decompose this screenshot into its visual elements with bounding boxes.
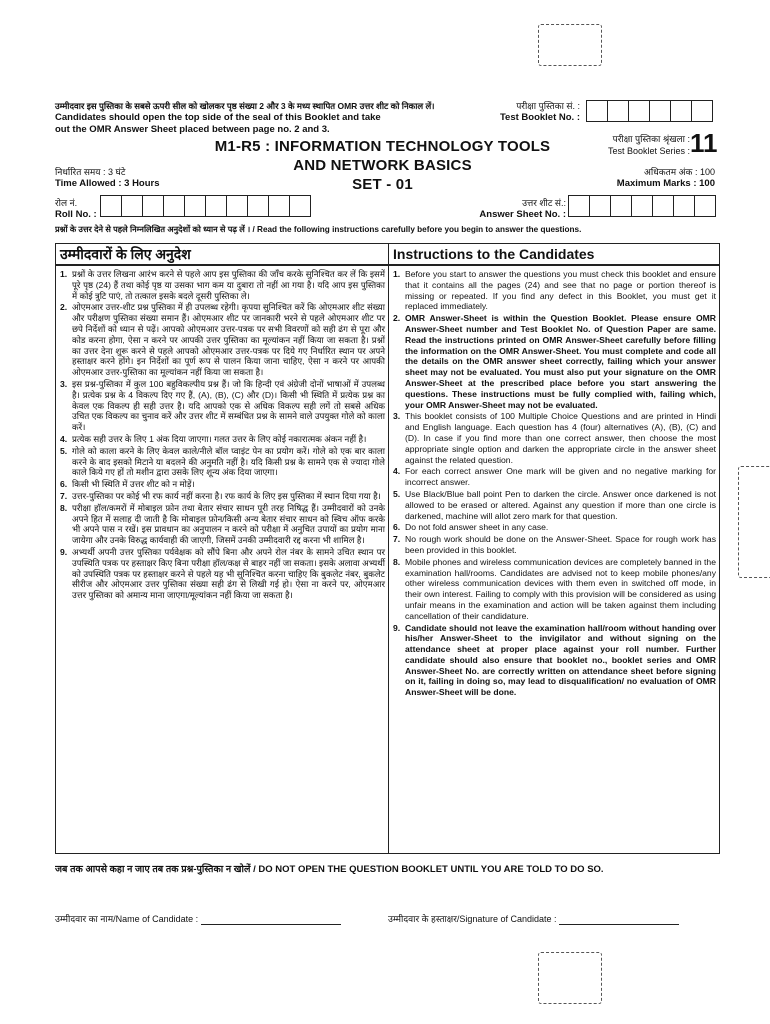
series-label: Test Booklet Series : [607,146,690,156]
instruction-text: प्रश्नों के उत्तर लिखना आरंभ करने से पहले आप इस पुस्तिका की जाँच करके सुनिश्चित कर लें कि इसमें पूरे पृष्ठ (24) हैं तथा कोई पृष्ठ या उसका भाग कम या दुबारा तो नहीं आ गया है। यदि आप इस पुस्तिका में कोई त्रुटि पाएं, तो तत्काल इसके बदले दूसरी पुस्तिका ले। [72,269,385,301]
booklet-no-box[interactable] [691,100,713,122]
booklet-no-box[interactable] [649,100,671,122]
booklet-no-hindi: परीक्षा पुस्तिका सं. : [516,101,580,111]
roll-no-box[interactable] [100,195,122,217]
seal-mark-top [538,24,602,66]
booklet-no-box[interactable] [628,100,650,122]
instruction-number: 4. [60,433,68,444]
instruction-number: 5. [393,488,401,499]
roll-no-box[interactable] [205,195,227,217]
roll-no-box[interactable] [247,195,269,217]
instruction-text: परीक्षा हॉल/कमरों में मोबाइल फ़ोन तथा बेतार संचार साधन पूरी तरह निषिद्ध हैं। उम्मीदवारों को उनके अपने हित में सलाह दी जाती है कि मोबाइल फ़ोन/किसी अन्य बेतार संचार साधन को स्विच ऑफ करके भी अपने पास न रखें। इस प्रावधान का अनुपालन न करने को परीक्षा में अनुचित उपायों का प्रयोग माना जायेगा और उनके विरुद्ध कार्यवाही की जाएगी, जिसमें उनकी उम्मीदवारी रद्द करना भी शामिल है। [72,502,385,546]
booklet-no-box[interactable] [670,100,692,122]
instruction-item [60,434,385,445]
instruction-number: 6. [60,479,68,490]
english-instructions [388,265,720,854]
instruction-text: प्रत्येक सही उत्तर के लिए 1 अंक दिया जाएगा। गलत उत्तर के लिए कोई नकारात्मक अंकन नहीं है। [72,433,367,444]
instruction-item [393,623,716,699]
seal-mark-right [738,466,770,578]
english-instructions-heading: Instructions to the Candidates [388,243,720,265]
series-label-hindi: परीक्षा पुस्तिका श्रृंखला : [612,134,690,144]
instruction-text: उत्तर-पुस्तिका पर कोई भी रफ कार्य नहीं करना है। रफ कार्य के लिए इस पुस्तिका में स्थान दिया गया है। [72,490,381,501]
answer-sheet-no-box[interactable] [568,195,590,217]
roll-no-box[interactable] [142,195,164,217]
booklet-no-boxes[interactable] [586,100,712,122]
candidate-signature-field[interactable] [388,912,679,925]
roll-no-box[interactable] [268,195,290,217]
instruction-number: 4. [393,466,401,477]
instruction-number: 8. [393,556,401,567]
instruction-text: Mobile phones and wireless communication devices are completely banned in the examination hall/rooms. Candidates are advised not to keep mobile phones/any other wireless communication devices with them even in switched off mode, in their own interest. Failing to comply with this provision will be considered as using unfair means in the examination and action will be taken against them including cancellation of their candidature. [405,556,716,621]
hindi-instructions-heading: उम्मीदवारों के लिए अनुदेश [55,243,389,265]
instruction-number: 2. [393,313,401,324]
instruction-number: 3. [393,411,401,422]
instruction-item [60,379,385,433]
booklet-no-box[interactable] [607,100,629,122]
instruction-item [393,466,716,488]
roll-no-box[interactable] [226,195,248,217]
instruction-text: किसी भी स्थिति में उत्तर शीट को न मोड़ें। [72,479,195,490]
instruction-text: Before you start to answer the questions you must check this booklet and ensure that it contains all the pages (24) and see that no page or portion thereof is missing or repeated. If you find any defect in this Booklet, you must get it replaced immediately. [405,269,716,312]
candidate-signature-line[interactable] [559,924,679,925]
instruction-item [393,534,716,556]
roll-no-hindi: रोल नं. [55,198,78,208]
instruction-text: No rough work should be done on the Answer-Sheet. Space for rough work has been provided in this booklet. [405,534,716,555]
instruction-item [393,489,716,521]
answer-sheet-no-box[interactable] [610,195,632,217]
time-allowed: Time Allowed : 3 Hours [55,178,160,189]
instruction-number: 6. [393,522,401,533]
instruction-number: 2. [60,302,68,313]
answer-sheet-no-box[interactable] [652,195,674,217]
max-marks: Maximum Marks : 100 [616,178,715,189]
seal-notice-english-1: Candidates should open the top side of the seal of this Booklet and take [55,112,381,123]
instruction-text: Candidate should not leave the examination hall/room without handing over his/her Answer-Sheet to the invigilator and without signing on the attendance sheet at proper place against your roll number. Further candidate should also ensure that booklet no., booklet series and OMR Answer-Sheet No. are correctly written on attendance sheet before signing on it, failing in doing so, may lead to disqualification/ no evaluation of OMR Answer-Sheet will be done. [405,622,716,698]
instruction-item [60,269,385,301]
roll-no-box[interactable] [289,195,311,217]
answer-sheet-no-label: Answer Sheet No. : [479,209,566,220]
instruction-item [393,313,716,410]
seal-notice-hindi: उम्मीदवार इस पुस्तिका के सबसे ऊपरी सील को खोलकर पृष्ठ संख्या 2 और 3 के मध्य स्थापित OMR उत्तर शीट को निकाल लें। [55,101,435,111]
instruction-text: इस प्रश्न-पुस्तिका में कुल 100 बहुविकल्पीय प्रश्न हैं। जो कि हिन्दी एवं अंग्रेजी दोनों भाषाओं में उपलब्ध है। प्रत्येक प्रश्न के 4 विकल्प दिए गए हैं, (A), (B), (C) और (D)। किसी भी स्थिति में प्रत्येक प्रश्न का केवल एक विकल्प ही सही उत्तर है। यदि आपको एक से अधिक विकल्प सही लगें तो सबसे अधिक उचित एक विकल्प का चुनाव करें और उत्तर शीट में सम्बंधित प्रश्न के सामने वाले उपयुक्त गोले को काला करें। [72,378,385,433]
max-marks-hindi: अधिकतम अंक : 100 [644,167,715,177]
instruction-item [60,302,385,378]
instruction-number: 8. [60,502,68,513]
exam-set: SET - 01 [352,176,413,193]
instruction-item [60,491,385,502]
seal-notice-english-2: out the OMR Answer Sheet placed between page no. 2 and 3. [55,124,330,135]
roll-no-box[interactable] [121,195,143,217]
candidate-name-line[interactable] [201,924,341,925]
instruction-number: 9. [393,622,401,633]
answer-sheet-no-hindi: उत्तर शीट सं.: [522,198,566,208]
instruction-text: गोले को काला करने के लिए केवल काले/नीले बॉल प्वाइंट पेन का प्रयोग करें। गोले को एक बार काला करने के बाद इसको मिटाने या बदलने की अनुमति नहीं है। यदि किसी प्रश्न के सामने एक से ज्यादा गोले काले किये गए हों तो मशीन द्वारा उसके लिए शून्य अंक दिया जाएगा। [72,445,385,478]
roll-no-box[interactable] [184,195,206,217]
candidate-name-field[interactable] [55,912,341,925]
booklet-no-label: Test Booklet No. : [499,112,580,123]
exam-title-line-1: M1-R5 : INFORMATION TECHNOLOGY TOOLS [214,138,551,155]
answer-sheet-no-box[interactable] [694,195,716,217]
instruction-number: 1. [60,269,68,279]
instruction-number: 7. [393,534,401,545]
instruction-item [393,522,716,533]
instruction-number: 7. [60,490,68,501]
instruction-number: 9. [60,546,68,557]
time-allowed-hindi: निर्धारित समय : 3 घंटे [55,167,126,177]
answer-sheet-no-boxes[interactable] [568,195,715,217]
answer-sheet-no-box[interactable] [589,195,611,217]
instruction-text: अभ्यर्थी अपनी उत्तर पुस्तिका पर्यवेक्षक को सौंपे बिना और अपने रोल नंबर के सामने उचित स्थान पर उपस्थिति पत्रक पर हस्ताक्षर किए बिना परीक्षा हॉल/कक्ष से बाहर नहीं जा सकता। इसके अलावा अभ्यर्थी को उपस्थिति पत्रक पर हस्ताक्षर करने से पहले यह भी सुनिश्चित करना चाहिए कि बुकलेट नंबर, बुकलेट सीरीज और ओएमआर उत्तर पुस्तिका संख्या सही ढंग से लिखी गई हो। ऐसा ना करने पर, ओएमआर उत्तर पुस्तिका को अमान्य माना जाएगा/मूल्यांकन नहीं किया जा सकता है। [72,546,385,601]
candidate-signature-label: उम्मीदवार के हस्ताक्षर/Signature of Candidate : [388,914,557,924]
instruction-number: 5. [60,445,68,456]
answer-sheet-no-box[interactable] [631,195,653,217]
instruction-text: Use Black/Blue ball point Pen to darken the circle. Answer once darkened is not allowed to be erased or altered. Against any question if more than one circle is darkened, machine will allot zero mark for that question. [405,488,716,521]
seal-mark-bottom [538,952,602,1004]
instruction-number: 3. [60,378,68,389]
instruction-text: Do not fold answer sheet in any case. [405,522,549,533]
roll-no-box[interactable] [163,195,185,217]
instruction-text: For each correct answer One mark will be given and no negative marking for incorrect answer. [405,466,716,488]
instruction-item [60,503,385,546]
instruction-item [393,557,716,622]
instruction-item [60,547,385,601]
candidate-name-label: उम्मीदवार का नाम/Name of Candidate : [55,914,199,924]
roll-no-boxes[interactable] [100,195,310,217]
instruction-text: This booklet consists of 100 Multiple Choice Questions and are printed in Hindi and English language. Each question has 4 (four) alternatives (A), (B), (C) and (D). In case if you find more than one correct answer, then choose the most appropriate single option and darken the appropriate circle in the answer sheet against the related question. [405,411,716,465]
instruction-item [60,479,385,490]
exam-title-line-2: AND NETWORK BASICS [293,157,472,174]
instruction-item [393,411,716,465]
series-value: 11 [690,128,718,158]
instruction-number: 1. [393,269,401,279]
instruction-text: OMR Answer-Sheet is within the Question Booklet. Please ensure OMR Answer-Sheet number and Test Booklet No. of Question Paper are same. Read the instructions printed on OMR Answer-Sheet carefully before filling the information on the OMR Answer-Sheet. You must complete and code all the details on the OMR answer sheet correctly, failing which your answer sheet may not be evaluated. You must also put your signature on the OMR Answer-Sheet at the prescribed place before you start answering the questions. These instructions must be fully complied with, failing which, your OMR Answer-Sheet may not be evaluated. [405,313,716,410]
booklet-no-box[interactable] [586,100,608,122]
instruction-item [60,446,385,478]
answer-sheet-no-box[interactable] [673,195,695,217]
roll-no-label: Roll No. : [55,209,97,220]
instruction-item [393,269,716,312]
do-not-open-warning: जब तक आपसे कहा न जाए तब तक प्रश्न-पुस्तिका न खोलें / DO NOT OPEN THE QUESTION BOOKLET UNTIL YOU ARE TOLD TO DO SO. [55,864,604,875]
read-instructions-line: प्रश्नों के उत्तर देने से पहले निम्नलिखित अनुदेशों को ध्यान से पढ़ लें । / Read the following instructions carefully before you begin to answer the questions. [55,225,582,234]
instruction-text: ओएमआर उत्तर-शीट प्रश्न पुस्तिका में ही उपलब्ध रहेगी। कृपया सुनिश्चित करें कि ओएमआर शीट संख्या और परीक्षण पुस्तिका संख्या समान हैं। ओएमआर शीट पर जानकारी भरने से पहले ओएमआर शीट पर छपे निर्देशों को ध्यान से पढ़ें। आपको ओएमआर उत्तर-पत्रक पर सभी विवरणों को सही ढंग से पूरा और कोड करना होगा, ऐसा न करने पर आपकी उत्तर पुस्तिका का मूल्यांकन नहीं किया जा सकता है। प्रश्नों का उत्तर देना शुरू करने से पहले आपको ओएमआर उत्तर-पत्रक पर दिये गए निर्धारित स्थान पर अपने हस्ताक्षर करने होंगे। इन निर्देशों का पूर्ण रूप से पालन किया जाना चाहिए, ऐसा न करने पर आपकी ओएमआर उत्तर-पुस्तिका का मूल्यांकन नहीं किया जा सकता है। [72,302,385,378]
hindi-instructions [55,265,389,854]
